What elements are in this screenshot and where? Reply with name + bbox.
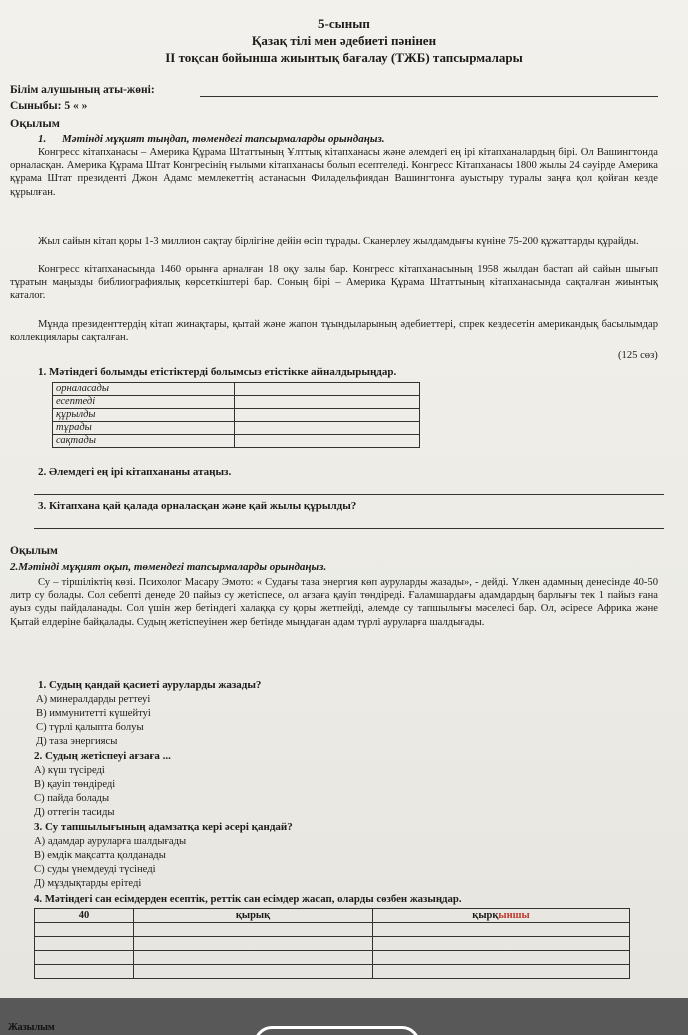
- answer-cell[interactable]: [235, 422, 420, 435]
- table-row: [53, 422, 420, 435]
- question1-2: 2. Әлемдегі ең ірі кітапхананы атаңыз.: [38, 466, 232, 478]
- question2-2: 2. Судың жетіспеуі ағзаға ...: [34, 750, 171, 762]
- answer-cell[interactable]: [134, 951, 373, 965]
- class-label: Сыныбы: 5 « »: [10, 100, 88, 112]
- question2-1: 1. Судың қандай қасиеті ауруларды жазады?: [38, 679, 262, 691]
- answer-option[interactable]: В) қауіп төндіреді: [34, 779, 116, 790]
- question2-3: 3. Су тапшылығының адамзатқа кері әсері қандай?: [34, 821, 293, 833]
- verb-cell: орналасады: [53, 383, 235, 396]
- section2-title: Оқылым: [10, 545, 58, 557]
- text1-paragraph-2: Жыл сайын кітап қоры 1-3 миллион сақтау бірлігіне дейін өсіп тұрады. Сканерлеу жылдамдығы күніне 75-200 құжаттарды құрайды.: [38, 236, 639, 247]
- answer-option[interactable]: Д) таза энергиясы: [36, 736, 118, 747]
- question1-3: 3. Кітапхана қай қалада орналасқан және қай жылы құрылды?: [38, 500, 357, 512]
- table-row: [35, 909, 630, 923]
- answer-cell[interactable]: [373, 965, 630, 979]
- answer-cell[interactable]: [235, 409, 420, 422]
- home-indicator-button[interactable]: [254, 1026, 420, 1035]
- question2-4: 4. Мәтіндегі сан есімдерден есептік, реттік сан есімдер жасап, оларды сөзбен жазыңдар.: [34, 893, 462, 905]
- verb-cell: есептеді: [53, 396, 235, 409]
- answer-cell[interactable]: [35, 923, 134, 937]
- quarter-heading: ІІ тоқсан бойынша жиынтық бағалау (ТЖБ) тапсырмалары: [165, 50, 523, 65]
- answer-option[interactable]: С) суды үнемдеуді түсінеді: [34, 864, 156, 875]
- answer-cell[interactable]: [235, 396, 420, 409]
- answer-cell[interactable]: [134, 937, 373, 951]
- next-section-title: Жазылым: [8, 1022, 55, 1033]
- question1-1: 1. Мәтіндегі болымды етістіктерді болымсыз етістікке айналдырыңдар.: [38, 366, 397, 378]
- subject-heading: Қазақ тілі мен әдебиеті пәнінен: [251, 33, 437, 48]
- answer-option[interactable]: С) пайда болады: [34, 793, 110, 804]
- answer-cell[interactable]: [35, 965, 134, 979]
- section1-task-num: 1.: [38, 133, 47, 145]
- section1-title: Оқылым: [10, 116, 60, 130]
- numeral-header: 40: [35, 909, 134, 923]
- table-row: [35, 937, 630, 951]
- answer-option[interactable]: А) минералдарды реттеуі: [36, 694, 151, 705]
- cardinal-header: қырық: [134, 909, 373, 923]
- table-row: [35, 965, 630, 979]
- answer-option[interactable]: Д) оттегін тасиды: [34, 807, 115, 818]
- answer-cell[interactable]: [373, 951, 630, 965]
- text1-paragraph-3: Конгресс кітапханасында 1460 орынға арналған 18 оқу залы бар. Конгресс кітапханасының 1958 жылдан бастап ай сайын шығып тұратын маңызды библиографиялық көрсеткіштері бар. Соның бірі – Америка Құрама Штаттының кітапханасында сақталған жиынтық каталог.: [10, 264, 658, 302]
- ordinal-header: [373, 909, 630, 923]
- answer-option[interactable]: Д) мұздықтарды ерітеді: [34, 878, 142, 889]
- student-name-field[interactable]: [200, 96, 658, 97]
- answer-cell[interactable]: [373, 937, 630, 951]
- verbs-table: [52, 382, 420, 448]
- answer-cell[interactable]: [134, 965, 373, 979]
- text1-paragraph-4: Мұнда президенттердің кітап жинақтары, қытай және жапон тұындыларының әдебиеттері, спрек кездесетін американдық басылымдар коллекциялары сақталған.: [10, 319, 658, 344]
- numerals-table: [34, 908, 630, 979]
- grade-heading: 5-сынып: [318, 16, 370, 31]
- verb-cell: сақтады: [53, 435, 235, 448]
- answer-cell[interactable]: [235, 383, 420, 396]
- ordinal-stem: қырқ: [472, 910, 499, 921]
- answer-option[interactable]: В) емдік мақсатта қолданады: [34, 850, 166, 861]
- table-row: [53, 396, 420, 409]
- answer-cell[interactable]: [373, 923, 630, 937]
- verb-cell: құрылды: [53, 409, 235, 422]
- ordinal-suffix: ыншы: [498, 910, 530, 921]
- answer-cell[interactable]: [35, 951, 134, 965]
- answer-option[interactable]: С) түрлі қалыпта болуы: [36, 722, 144, 733]
- word-count: (125 сөз): [618, 350, 658, 361]
- answer-cell[interactable]: [35, 937, 134, 951]
- table-row: [53, 409, 420, 422]
- student-name-label: Білім алушының аты-жөні:: [10, 84, 155, 96]
- text1-paragraph-1: Конгресс кітапханасы – Америка Құрама Штаттының Ұлттық кітапханасы және әлемдегі ең ірі кітапханалардың бірі. Ол Вашингтонда орналасқан. Америка Құрама Штат Конгресінің ғылыми кітапханасы болып есептеледі. Конгресс Кітапханасы 1800 жылы 24 сәуірде Америка құрама Штат президенті Джон Адамс мемлекеттің астанасын Филадельфиядан Вашингтонға ауыстыру туралы заңға қол қойған кезде құрылған.: [10, 147, 658, 198]
- answer-option[interactable]: А) адамдар ауруларға шалдығады: [34, 836, 187, 847]
- answer-line-q3[interactable]: [34, 528, 664, 529]
- table-row: [53, 435, 420, 448]
- answer-cell[interactable]: [235, 435, 420, 448]
- table-row: [35, 923, 630, 937]
- text2-paragraph: Су – тіршіліктің көзі. Психолог Масару Эмото: « Судағы таза энергия көп ауруларды жазады», - дейді. Үлкен адамның денесінде 40-50 литр су болады. Сол себепті денеде 20 пайыз су жетіспесе, ол ағзаға қауіп төндіреді. Ғаламшардағы адамдардың барлығы тек 1 пайыз ғана ауыз суды пайдаланады. Сол үшін жер бетіндегі халаққа су қоры жетпейді, әлемде су тапшылығы мәселесі бар. Ол, әсіресе Африка және Қытай елдеріне байқалады. Судың жетіспеуінен жер бетінде мыңдаған адам түрлі ауруларға шалдығады.: [10, 577, 658, 628]
- answer-option[interactable]: В) иммунитетті күшейтуі: [36, 708, 151, 719]
- section2-task: 2.Мәтінді мұқият оқып, төмендегі тапсырмаларды орындаңыз.: [10, 561, 327, 573]
- table-row: [53, 383, 420, 396]
- section1-task: Мәтінді мұқият тыңдап, төмендегі тапсырмаларды орындаңыз.: [62, 133, 385, 145]
- table-row: [35, 951, 630, 965]
- answer-line-q2[interactable]: [34, 494, 664, 495]
- verb-cell: тұрады: [53, 422, 235, 435]
- answer-option[interactable]: А) күш түсіреді: [34, 765, 105, 776]
- answer-cell[interactable]: [134, 923, 373, 937]
